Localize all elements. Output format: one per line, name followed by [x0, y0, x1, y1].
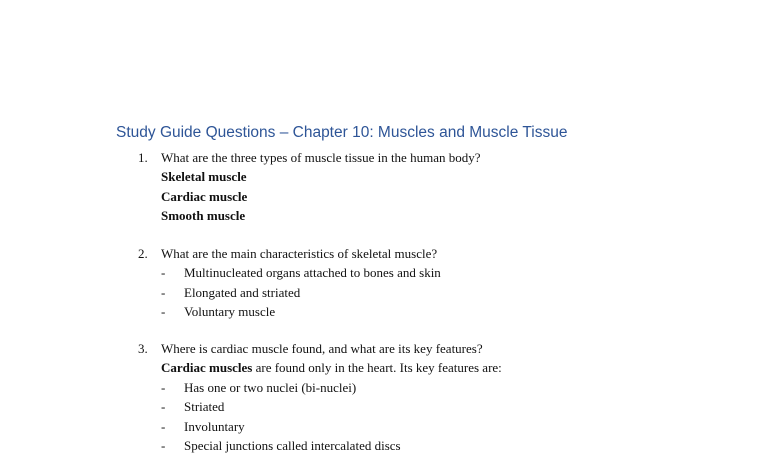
answer-intro-bold: Cardiac muscles: [161, 360, 253, 376]
bullet-marker: -: [161, 265, 166, 281]
question-1: [0, 148, 784, 228]
bullet-item: Special junctions called intercalated discs: [184, 438, 401, 453]
bullet-item: Multinucleated organs attached to bones and skin: [184, 265, 441, 281]
question-number: 2.: [138, 246, 148, 261]
question-number: 3.: [138, 341, 148, 356]
bullet-item: Elongated and striated: [184, 284, 301, 300]
bullet-item: Striated: [184, 399, 225, 415]
question-text: Where is cardiac muscle found, and what are its key features?: [161, 341, 483, 356]
bullet-item: Involuntary: [184, 418, 245, 434]
answer-item: Smooth muscle: [161, 208, 246, 224]
question-2: [0, 244, 784, 324]
bullet-marker: -: [161, 284, 166, 300]
answer-intro-rest: are found only in the heart. Its key features are:: [252, 360, 502, 376]
bullet-marker: -: [161, 438, 166, 453]
answer-intro: [161, 358, 502, 377]
bullet-marker: -: [161, 379, 166, 395]
bullet-item: Has one or two nuclei (bi-nuclei): [184, 379, 357, 395]
answer-item: Cardiac muscle: [161, 188, 248, 204]
question-text: What are the three types of muscle tissue in the human body?: [161, 150, 481, 165]
bullet-marker: -: [161, 304, 166, 320]
bullet-item: Voluntary muscle: [184, 304, 276, 320]
document-title: Study Guide Questions – Chapter 10: Muscles and Muscle Tissue: [116, 124, 568, 141]
question-text: What are the main characteristics of skeletal muscle?: [161, 246, 438, 261]
bullet-marker: -: [161, 418, 166, 434]
bullet-marker: -: [161, 399, 166, 415]
answer-item: Skeletal muscle: [161, 169, 247, 185]
question-3: [0, 339, 784, 453]
question-number: 1.: [138, 150, 148, 165]
